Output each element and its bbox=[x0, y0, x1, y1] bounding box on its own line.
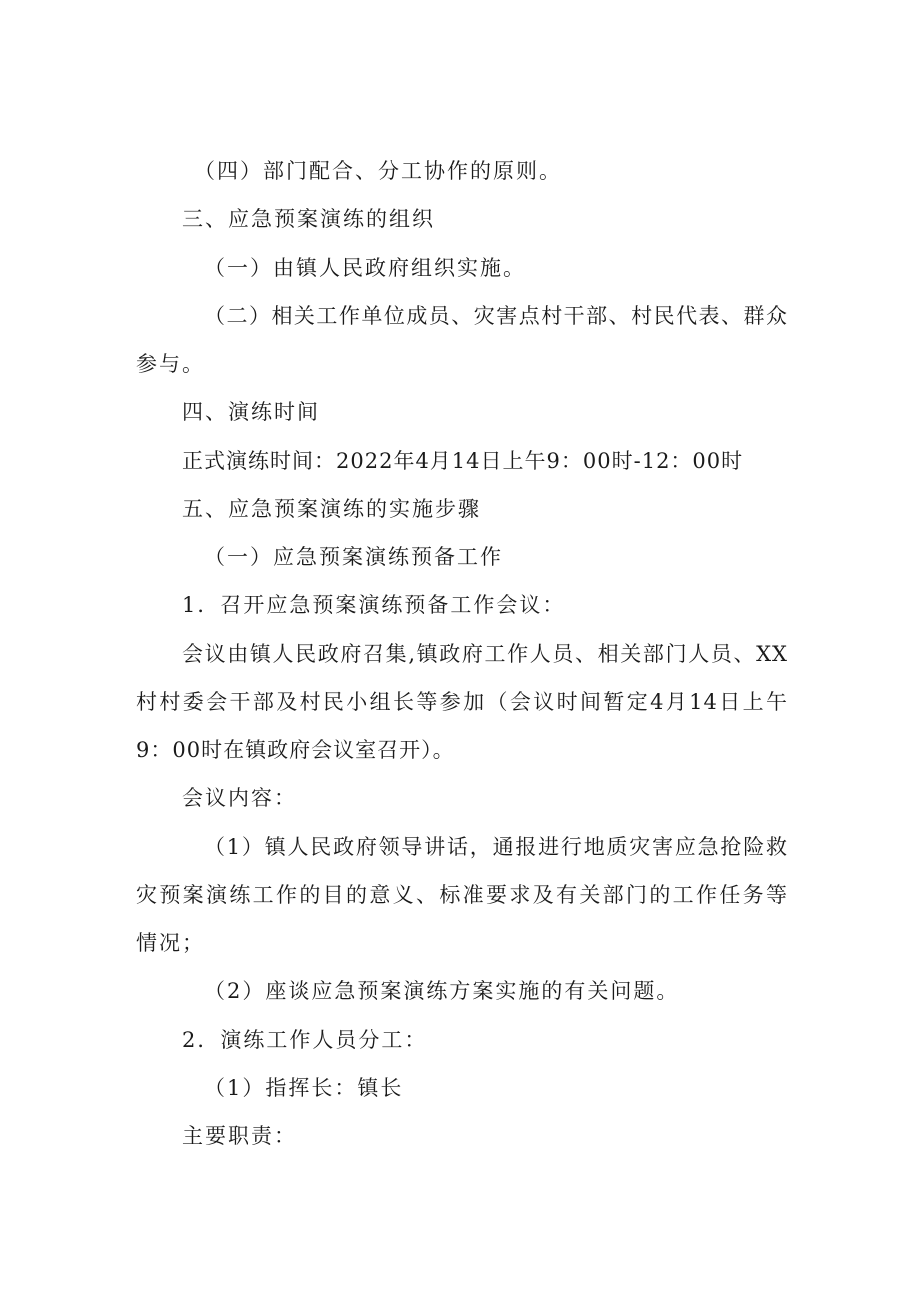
text-line-commander: （1）指挥长：镇长 bbox=[204, 1076, 404, 1100]
text-line-content-1-end: 情况； bbox=[136, 931, 205, 955]
text-line-content-1-cont: 灾预案演练工作的目的意义、标准要求及有关部门的工作任务等 bbox=[136, 883, 788, 907]
text-line-org-2-cont: 参与。 bbox=[136, 352, 205, 376]
heading-item-2: 2．演练工作人员分工： bbox=[182, 1028, 428, 1052]
text-line-meeting-3: 9：00时在镇政府会议室召开）。 bbox=[136, 738, 455, 762]
text-line-meeting-1: 会议由镇人民政府召集,镇政府工作人员、相关部门人员、XX bbox=[182, 642, 788, 666]
text-line-meeting-content: 会议内容： bbox=[182, 786, 297, 810]
text-line-org-2: （二）相关工作单位成员、灾害点村干部、村民代表、群众 bbox=[204, 304, 788, 328]
heading-subsection-1: （一）应急预案演练预备工作 bbox=[204, 545, 503, 569]
heading-section-5: 五、应急预案演练的实施步骤 bbox=[182, 497, 481, 521]
heading-section-3: 三、应急预案演练的组织 bbox=[182, 207, 435, 231]
text-line-content-1: （1）镇人民政府领导讲话，通报进行地质灾害应急抢险救 bbox=[204, 835, 788, 859]
text-line-meeting-2: 村村委会干部及村民小组长等参加（会议时间暂定4月14日上午 bbox=[136, 690, 788, 714]
text-line-content-2: （2）座谈应急预案演练方案实施的有关问题。 bbox=[204, 979, 680, 1003]
heading-item-1: 1．召开应急预案演练预备工作会议： bbox=[182, 593, 566, 617]
text-line-drill-time: 正式演练时间：2022年4月14日上午9：00时-12：00时 bbox=[182, 449, 744, 473]
heading-section-4: 四、演练时间 bbox=[182, 400, 320, 424]
text-line-org-1: （一）由镇人民政府组织实施。 bbox=[204, 256, 526, 280]
text-line-main-duties: 主要职责： bbox=[182, 1124, 297, 1148]
text-line-principle-4: （四）部门配合、分工协作的原则。 bbox=[194, 159, 562, 183]
